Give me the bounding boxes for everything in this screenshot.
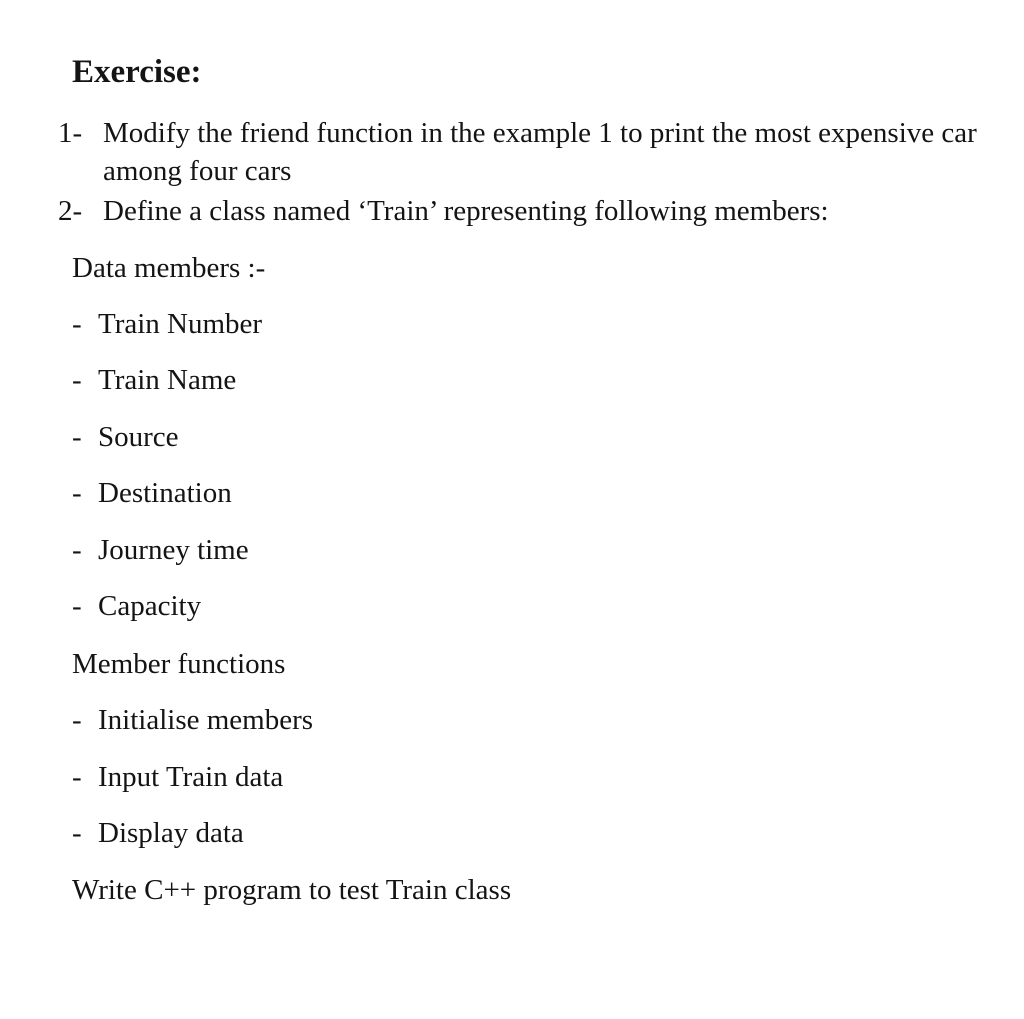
member-function-item bbox=[72, 702, 313, 738]
member-function-item bbox=[72, 815, 244, 851]
data-member-item bbox=[72, 475, 232, 511]
member-function-label: Input Train data bbox=[98, 761, 284, 793]
data-member-label: Source bbox=[98, 421, 179, 453]
member-function-label: Display data bbox=[98, 817, 244, 849]
data-member-label: Train Name bbox=[98, 364, 237, 396]
bullet-dash: - bbox=[72, 534, 82, 566]
data-member-label: Journey time bbox=[98, 534, 249, 566]
bullet-dash: - bbox=[72, 590, 82, 622]
data-members-heading: Data members :- bbox=[72, 252, 266, 284]
bullet-dash: - bbox=[72, 761, 82, 793]
bullet-dash: - bbox=[72, 704, 82, 736]
bullet-dash: - bbox=[72, 364, 82, 396]
item-text: Modify the friend function in the example 1 to print the most expensive car among four cars bbox=[103, 117, 977, 187]
member-function-label: Initialise members bbox=[98, 704, 314, 736]
member-functions-heading: Member functions bbox=[72, 648, 286, 680]
member-function-item bbox=[72, 759, 283, 795]
data-member-label: Capacity bbox=[98, 590, 202, 622]
data-member-item bbox=[72, 588, 201, 624]
item-number: 1- bbox=[58, 117, 83, 149]
item-number: 2- bbox=[58, 195, 83, 227]
bullet-dash: - bbox=[72, 421, 82, 453]
data-member-label: Train Number bbox=[98, 308, 263, 340]
item-text: Define a class named ‘Train’ representing following members: bbox=[103, 195, 829, 227]
exercise-title: Exercise: bbox=[72, 54, 202, 90]
data-member-item bbox=[72, 362, 236, 398]
data-member-item bbox=[72, 419, 179, 455]
data-member-label: Destination bbox=[98, 477, 232, 509]
bullet-dash: - bbox=[72, 477, 82, 509]
data-member-item bbox=[72, 306, 262, 342]
bullet-dash: - bbox=[72, 817, 82, 849]
closing-instruction: Write C++ program to test Train class bbox=[72, 874, 512, 906]
data-member-item bbox=[72, 532, 249, 568]
bullet-dash: - bbox=[72, 308, 82, 340]
